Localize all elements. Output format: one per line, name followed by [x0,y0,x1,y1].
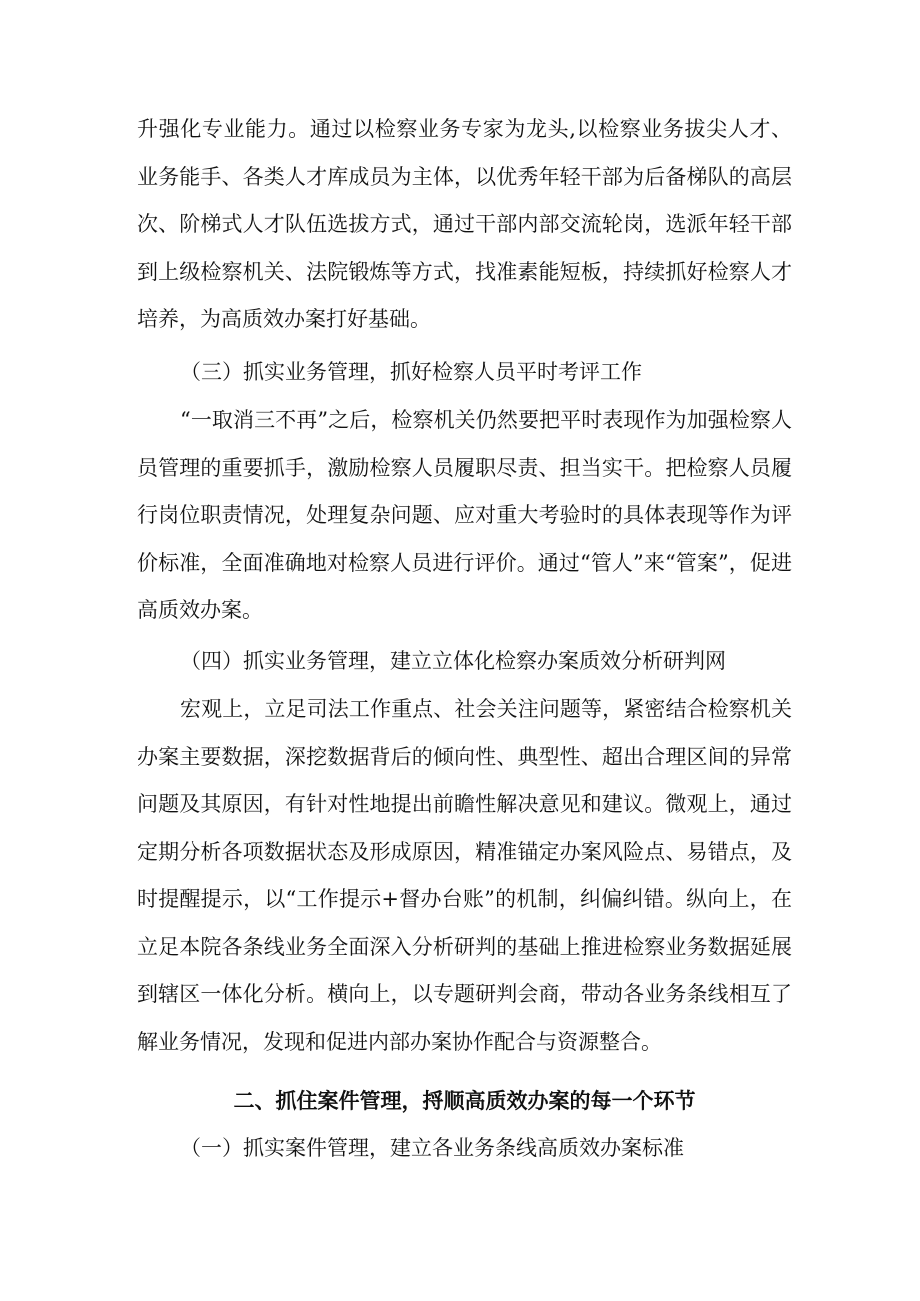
subheading-3-performance-evaluation: （三）抓实业务管理，抓好检察人员平时考评工作 [180,360,642,384]
section-heading-2-case-management: 二、抓住案件管理，捋顺高质效办案的每一个环节 [233,1088,696,1113]
paragraph-performance-evaluation: “一取消三不再”之后，检察机关仍然要把平时表现作为加强检察人员管理的重要抓手，激励检察人员履职尽责、担当实干。把检察人员履行岗位职责情况，处理复杂问题、应对重大考验时的具体表现等作为评价标准，全面准确地对检察人员进行评价。通过“管人”来“管案”，促进高质效办案。 [137,408,792,622]
subheading-4-quality-analysis: （四）抓实业务管理，建立立体化检察办案质效分析研判网 [180,649,726,673]
paragraph-talent-training: 升强化专业能力。通过以检察业务专家为龙头,以检察业务拔尖人才、业务能手、各类人才库成员为主体，以优秀年轻干部为后备梯队的高层次、阶梯式人才队伍选拔方式，通过干部内部交流轮岗，选派年轻干部到上级检察机关、法院锻炼等方式，找准素能短板，持续抓好检察人才培养，为高质效办案打好基础。 [137,117,792,331]
paragraph-quality-analysis: 宏观上，立足司法工作重点、社会关注问题等，紧密结合检察机关办案主要数据，深挖数据背后的倾向性、典型性、超出合理区间的异常问题及其原因，有针对性地提出前瞻性解决意见和建议。微观上，通过定期分析各项数据状态及形成原因，精准锚定办案风险点、易错点，及时提醒提示，以“工作提示+督办台账”的机制，纠偏纠错。纵向上，在立足本院各条线业务全面深入分析研判的基础上推进检察业务数据延展到辖区一体化分析。横向上，以专题研判会商，带动各业务条线相互了解业务情况，发现和促进内部办案协作配合与资源整合。 [137,697,792,1054]
subheading-1-case-standards: （一）抓实案件管理，建立各业务条线高质效办案标准 [180,1136,684,1160]
